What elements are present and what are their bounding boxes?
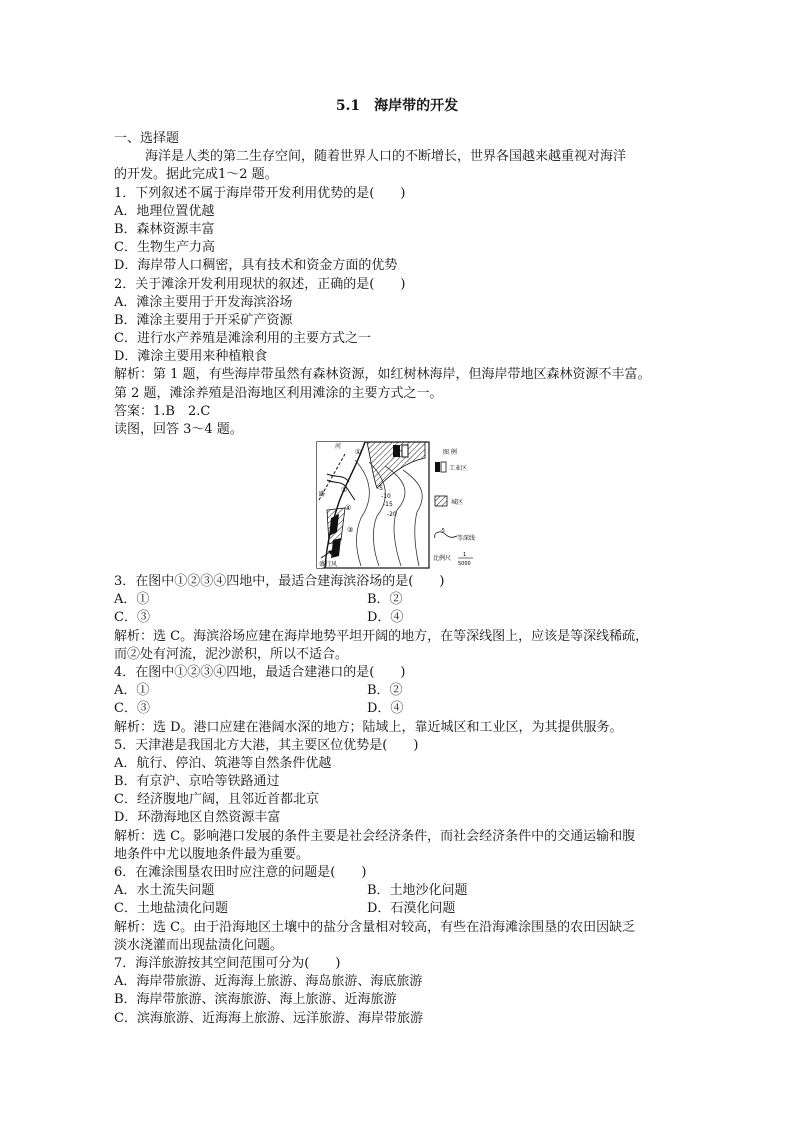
analysis-5-line-1: 解析：选 C。影响港口发展的条件主要是社会经济条件，而社会经济条件中的交通运输和腹: [114, 828, 636, 844]
legend-city-label: 城区: [451, 499, 464, 506]
q4-option-b: B．②: [367, 683, 403, 699]
marker-2: ②: [341, 486, 348, 494]
q5-option-d: D．环渤海地区自然资源丰富: [114, 810, 281, 826]
q6-stem: 6．在滩涂围垦农田时应注意的问题是( ): [114, 865, 367, 880]
q4-option-d: D．④: [367, 701, 404, 717]
marker-4: ④: [345, 504, 352, 512]
scale-denominator: 5000: [458, 561, 471, 567]
q3-option-d: D．④: [367, 610, 404, 626]
answer-1-2: 答案：1.B 2.C: [114, 403, 211, 419]
depth-label-20: -20: [387, 511, 397, 518]
analysis-1-2-line-2: 第 2 题，滩涂养殖是沿海地区利用滩涂的主要方式之一。: [114, 385, 443, 401]
q6-option-a: A．水土流失问题: [114, 883, 215, 899]
q6-options-row-1: [114, 882, 684, 900]
q6-option-b: B．土地沙化问题: [367, 883, 468, 899]
q4-options-row-2: [114, 700, 684, 718]
q4-stem: 4．在图中①②③④四地，最适合建港口的是( ): [114, 664, 406, 680]
q3-options-row-2: [114, 609, 684, 627]
q4-options-row-1: [114, 682, 684, 700]
analysis-5-line-2: 地条件中尤以腹地条件最为重要。: [114, 846, 310, 862]
q1-option-d: D．海岸带人口稠密，具有技术和资金方面的优势: [114, 258, 398, 274]
depth-label-5: -5: [377, 485, 383, 492]
q4-option-a: A．①: [114, 683, 150, 699]
q3-options-row-1: [114, 591, 684, 609]
q6-option-c: C．土地盐渍化问题: [114, 901, 228, 917]
marker-1: ①: [355, 448, 362, 456]
scale-label: 比例尺: [433, 555, 452, 562]
q2-option-b: B．滩涂主要用于开采矿产资源: [114, 312, 293, 328]
scale-numerator: 1: [463, 552, 467, 558]
q1-option-b: B．森林资源丰富: [114, 221, 215, 237]
q6-options-row-2: [114, 900, 684, 918]
questions-block-1: [114, 130, 684, 439]
marker-3: ③: [347, 526, 354, 534]
q2-option-d: D．滩涂主要用来种植粮食: [114, 349, 268, 365]
q4-option-c: C．③: [114, 701, 150, 717]
section-heading: 一、选择题: [114, 131, 180, 146]
q3-stem: 3．在图中①②③④四地中，最适合建海滨浴场的是( ): [114, 574, 445, 589]
legend-industry-swatch: [435, 462, 440, 472]
analysis-1-2-line-1: 解析：第 1 题，有些海岸带虽然有森林资源，如红树林海岸，但海岸带地区森林资源不丰富。: [114, 367, 651, 383]
q5-stem: 5．天津港是我国北方大港，其主要区位优势是( ): [114, 737, 419, 753]
legend-city-swatch: [435, 496, 447, 506]
svg-text:-5: -5: [440, 528, 445, 534]
q2-stem: 2．关于滩涂开发利用现状的叙述，正确的是( ): [114, 276, 406, 292]
analysis-6-line-2: 淡水浇灌而出现盐渍化问题。: [114, 937, 284, 953]
industrial-zone-top: [393, 445, 400, 457]
q2-option-a: A．滩涂主要用于开发海滨浴场: [114, 294, 293, 310]
q5-option-c: C．经济腹地广阔，且邻近首都北京: [114, 792, 319, 808]
intro-line-1: 海洋是人类的第二生存空间，随着世界人口的不断增长，世界各国越来越重视对海洋: [145, 149, 627, 165]
legend-contour-swatch: [435, 532, 457, 538]
q6-option-d: D．石漠化问题: [367, 901, 456, 917]
q3-option-c: C．③: [114, 610, 150, 626]
q1-option-a: A．地理位置优越: [114, 203, 215, 219]
depth-label-10: -10: [381, 493, 391, 500]
q1-stem: 1．下列叙述不属于海岸带开发利用优势的是( ): [114, 185, 406, 201]
q2-option-c: C．进行水产养殖是滩涂利用的主要方式之一: [114, 331, 371, 347]
river-label: 河: [335, 443, 342, 450]
q5-option-b: B．有京沪、京哈等铁路通过: [114, 774, 280, 790]
legend-title: 图 例: [443, 449, 457, 456]
analysis-6-line-1: 解析：选 C。由于沿海地区土壤中的盐分含量相对较高，有些在沿海滩涂围垦的农田因缺乏: [114, 919, 636, 935]
q7-option-b: B．海岸带旅游、滨海旅游、海上旅游、近海旅游: [114, 992, 397, 1008]
read-map-instruction: 读图，回答 3～4 题。: [114, 422, 243, 437]
wind-label: 盛行风: [319, 561, 338, 568]
page-title: 5.1 海岸带的开发: [335, 98, 459, 114]
intro-line-2: 的开发。据此完成1～2 题。: [114, 167, 278, 183]
q1-option-c: C．生物生产力高: [114, 240, 215, 256]
q7-option-c: C．滨海旅游、近海海上旅游、远洋旅游、海岸带旅游: [114, 1010, 423, 1026]
analysis-4: 解析：选 D。港口应建在港阔水深的地方；陆域上，靠近城区和工业区，为其提供服务。: [114, 719, 623, 735]
q7-stem: 7．海洋旅游按其空间范围可分为( ): [114, 955, 341, 971]
depth-label-15: -15: [383, 501, 393, 508]
legend-contour-label: 等深线: [457, 535, 476, 542]
coastal-depth-map: [315, 440, 487, 572]
q3-option-b: B．②: [367, 592, 403, 608]
road-label: 路: [319, 491, 326, 498]
q5-option-a: A．航行、停泊、筑港等自然条件优越: [114, 755, 332, 771]
q3-option-a: A．①: [114, 592, 150, 608]
analysis-3-line-1: 解析：选 C。海滨浴场应建在海岸地势平坦开阔的地方，在等深线图上，应该是等深线稀疏，: [114, 628, 649, 644]
q7-option-a: A．海岸带旅游、近海海上旅游、海岛旅游、海底旅游: [114, 974, 423, 990]
analysis-3-line-2: 而②处有河流，泥沙淤积，所以不适合。: [114, 646, 349, 662]
legend-industry-label: 工业区: [449, 465, 468, 472]
questions-block-2: [114, 573, 684, 1028]
